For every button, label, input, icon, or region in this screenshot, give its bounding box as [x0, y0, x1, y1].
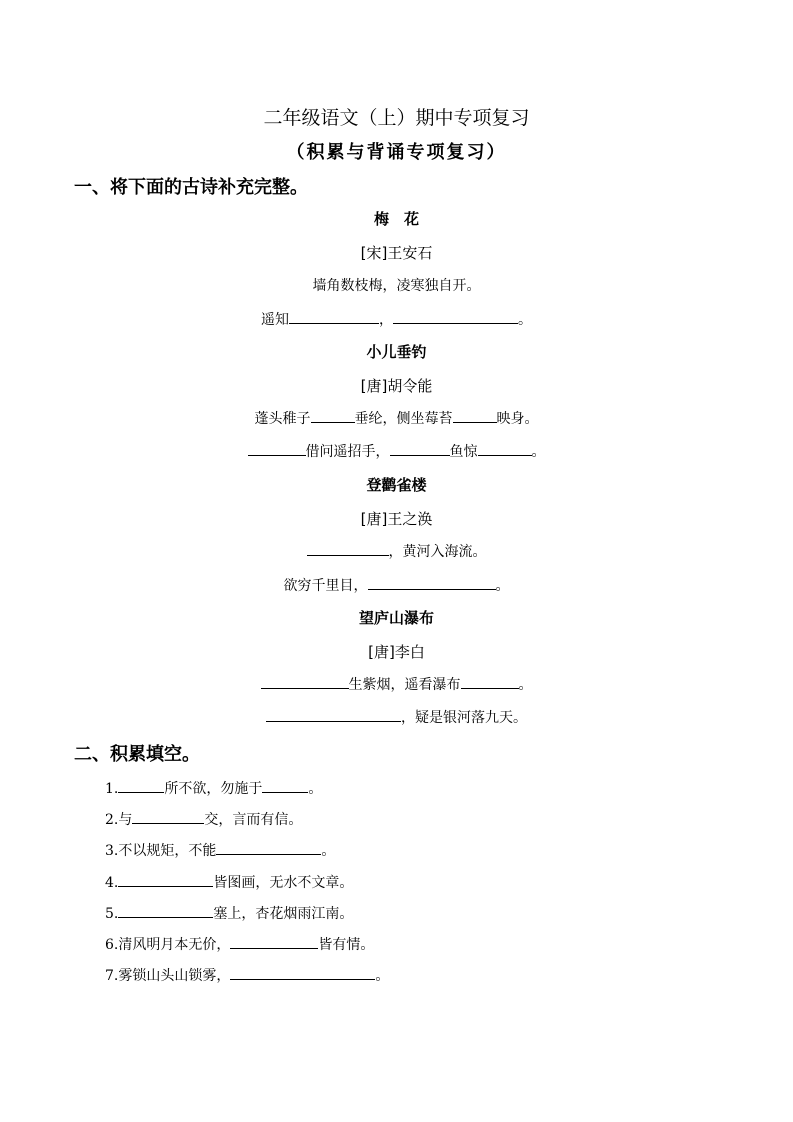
poem-3-line-1	[0, 541, 793, 561]
fill-item-3	[105, 840, 335, 860]
answer-blank[interactable]	[266, 707, 401, 722]
answer-blank[interactable]	[216, 840, 321, 855]
item-text: 。	[375, 968, 390, 984]
poem-2-title: 小儿垂钓	[366, 343, 427, 361]
line-text: 墙角数枝梅，凌寒独自开。	[312, 278, 481, 294]
item-text: 。	[321, 843, 336, 859]
answer-blank[interactable]	[390, 441, 450, 456]
item-number: 2.	[105, 812, 119, 828]
answer-blank[interactable]	[118, 778, 164, 793]
item-text: 所不欲，勿施于	[164, 781, 263, 797]
line-text: 。	[495, 578, 510, 594]
item-text: 皆图画，无水不文章。	[213, 875, 354, 891]
fill-item-1	[105, 778, 322, 798]
answer-blank[interactable]	[230, 934, 318, 949]
line-text: 。	[518, 312, 532, 328]
line-text: ，疑是银河落九天。	[401, 710, 527, 726]
poem-2-author: [唐]胡令能	[360, 377, 433, 395]
poem-3-title: 登鹳雀楼	[366, 476, 427, 494]
line-text: ，	[379, 312, 393, 328]
answer-blank[interactable]	[261, 674, 349, 689]
answer-blank[interactable]	[311, 408, 355, 423]
poem-2-line-1	[0, 408, 793, 428]
poem-3-author: [唐]王之涣	[360, 510, 433, 528]
answer-blank[interactable]	[132, 809, 204, 824]
poem-3-line-2	[0, 575, 793, 595]
line-text: 借问遥招手，	[305, 444, 390, 460]
answer-blank[interactable]	[248, 441, 306, 456]
page-subtitle: （积累与背诵专项复习）	[286, 142, 507, 163]
item-number: 1.	[105, 781, 119, 797]
item-number: 3.	[105, 843, 119, 859]
answer-blank[interactable]	[461, 674, 519, 689]
poem-1-line-1	[0, 275, 793, 295]
line-text: 生紫烟，遥看瀑布	[348, 677, 461, 693]
line-text: ，黄河入海流。	[388, 544, 487, 560]
poem-1-author: [宋]王安石	[360, 244, 433, 262]
item-text: 塞上，杏花烟雨江南。	[213, 906, 354, 922]
line-text: 。	[518, 677, 533, 693]
fill-item-6	[105, 934, 374, 954]
item-number: 4.	[105, 875, 119, 891]
answer-blank[interactable]	[453, 408, 497, 423]
answer-blank[interactable]	[368, 575, 496, 590]
item-text: 交，言而有信。	[204, 812, 303, 828]
item-text: 雾锁山头山锁雾，	[118, 968, 231, 984]
poem-4-line-2	[0, 707, 793, 727]
section-1-heading: 一、将下面的古诗补充完整。	[74, 177, 308, 198]
page-title: 二年级语文（上）期中专项复习	[263, 107, 530, 129]
line-text: 遥知	[261, 312, 289, 328]
answer-blank[interactable]	[289, 309, 379, 324]
line-text: 蓬头稚子	[254, 411, 311, 427]
poem-1-title: 梅 花	[373, 210, 419, 228]
item-number: 6.	[105, 937, 119, 953]
poem-4-author: [唐]李白	[368, 643, 425, 661]
item-text: 不以规矩，不能	[118, 843, 217, 859]
poem-2-line-2	[0, 441, 793, 461]
line-text: 垂纶，侧坐莓苔	[354, 411, 453, 427]
answer-blank[interactable]	[118, 903, 213, 918]
line-text: 欲穷千里目，	[283, 578, 368, 594]
answer-blank[interactable]	[307, 541, 389, 556]
fill-item-4	[105, 872, 353, 892]
section-2-heading: 二、积累填空。	[74, 744, 200, 765]
answer-blank[interactable]	[262, 778, 308, 793]
line-text: 映身。	[496, 411, 539, 427]
poem-1-line-2	[0, 309, 793, 329]
fill-item-7	[105, 965, 389, 985]
answer-blank[interactable]	[118, 872, 213, 887]
line-text: 鱼惊	[449, 444, 478, 460]
item-text: 。	[308, 781, 323, 797]
fill-item-5	[105, 903, 353, 923]
item-number: 5.	[105, 906, 119, 922]
item-text: 清风明月本无价，	[118, 937, 231, 953]
answer-blank[interactable]	[478, 441, 532, 456]
poem-4-title: 望庐山瀑布	[358, 609, 434, 627]
answer-blank[interactable]	[230, 965, 375, 980]
fill-item-2	[105, 809, 302, 829]
line-text: 。	[531, 444, 546, 460]
item-text: 皆有情。	[318, 937, 375, 953]
item-text: 与	[118, 812, 133, 828]
item-number: 7.	[105, 968, 119, 984]
answer-blank[interactable]	[393, 309, 518, 324]
poem-4-line-1	[0, 674, 793, 694]
